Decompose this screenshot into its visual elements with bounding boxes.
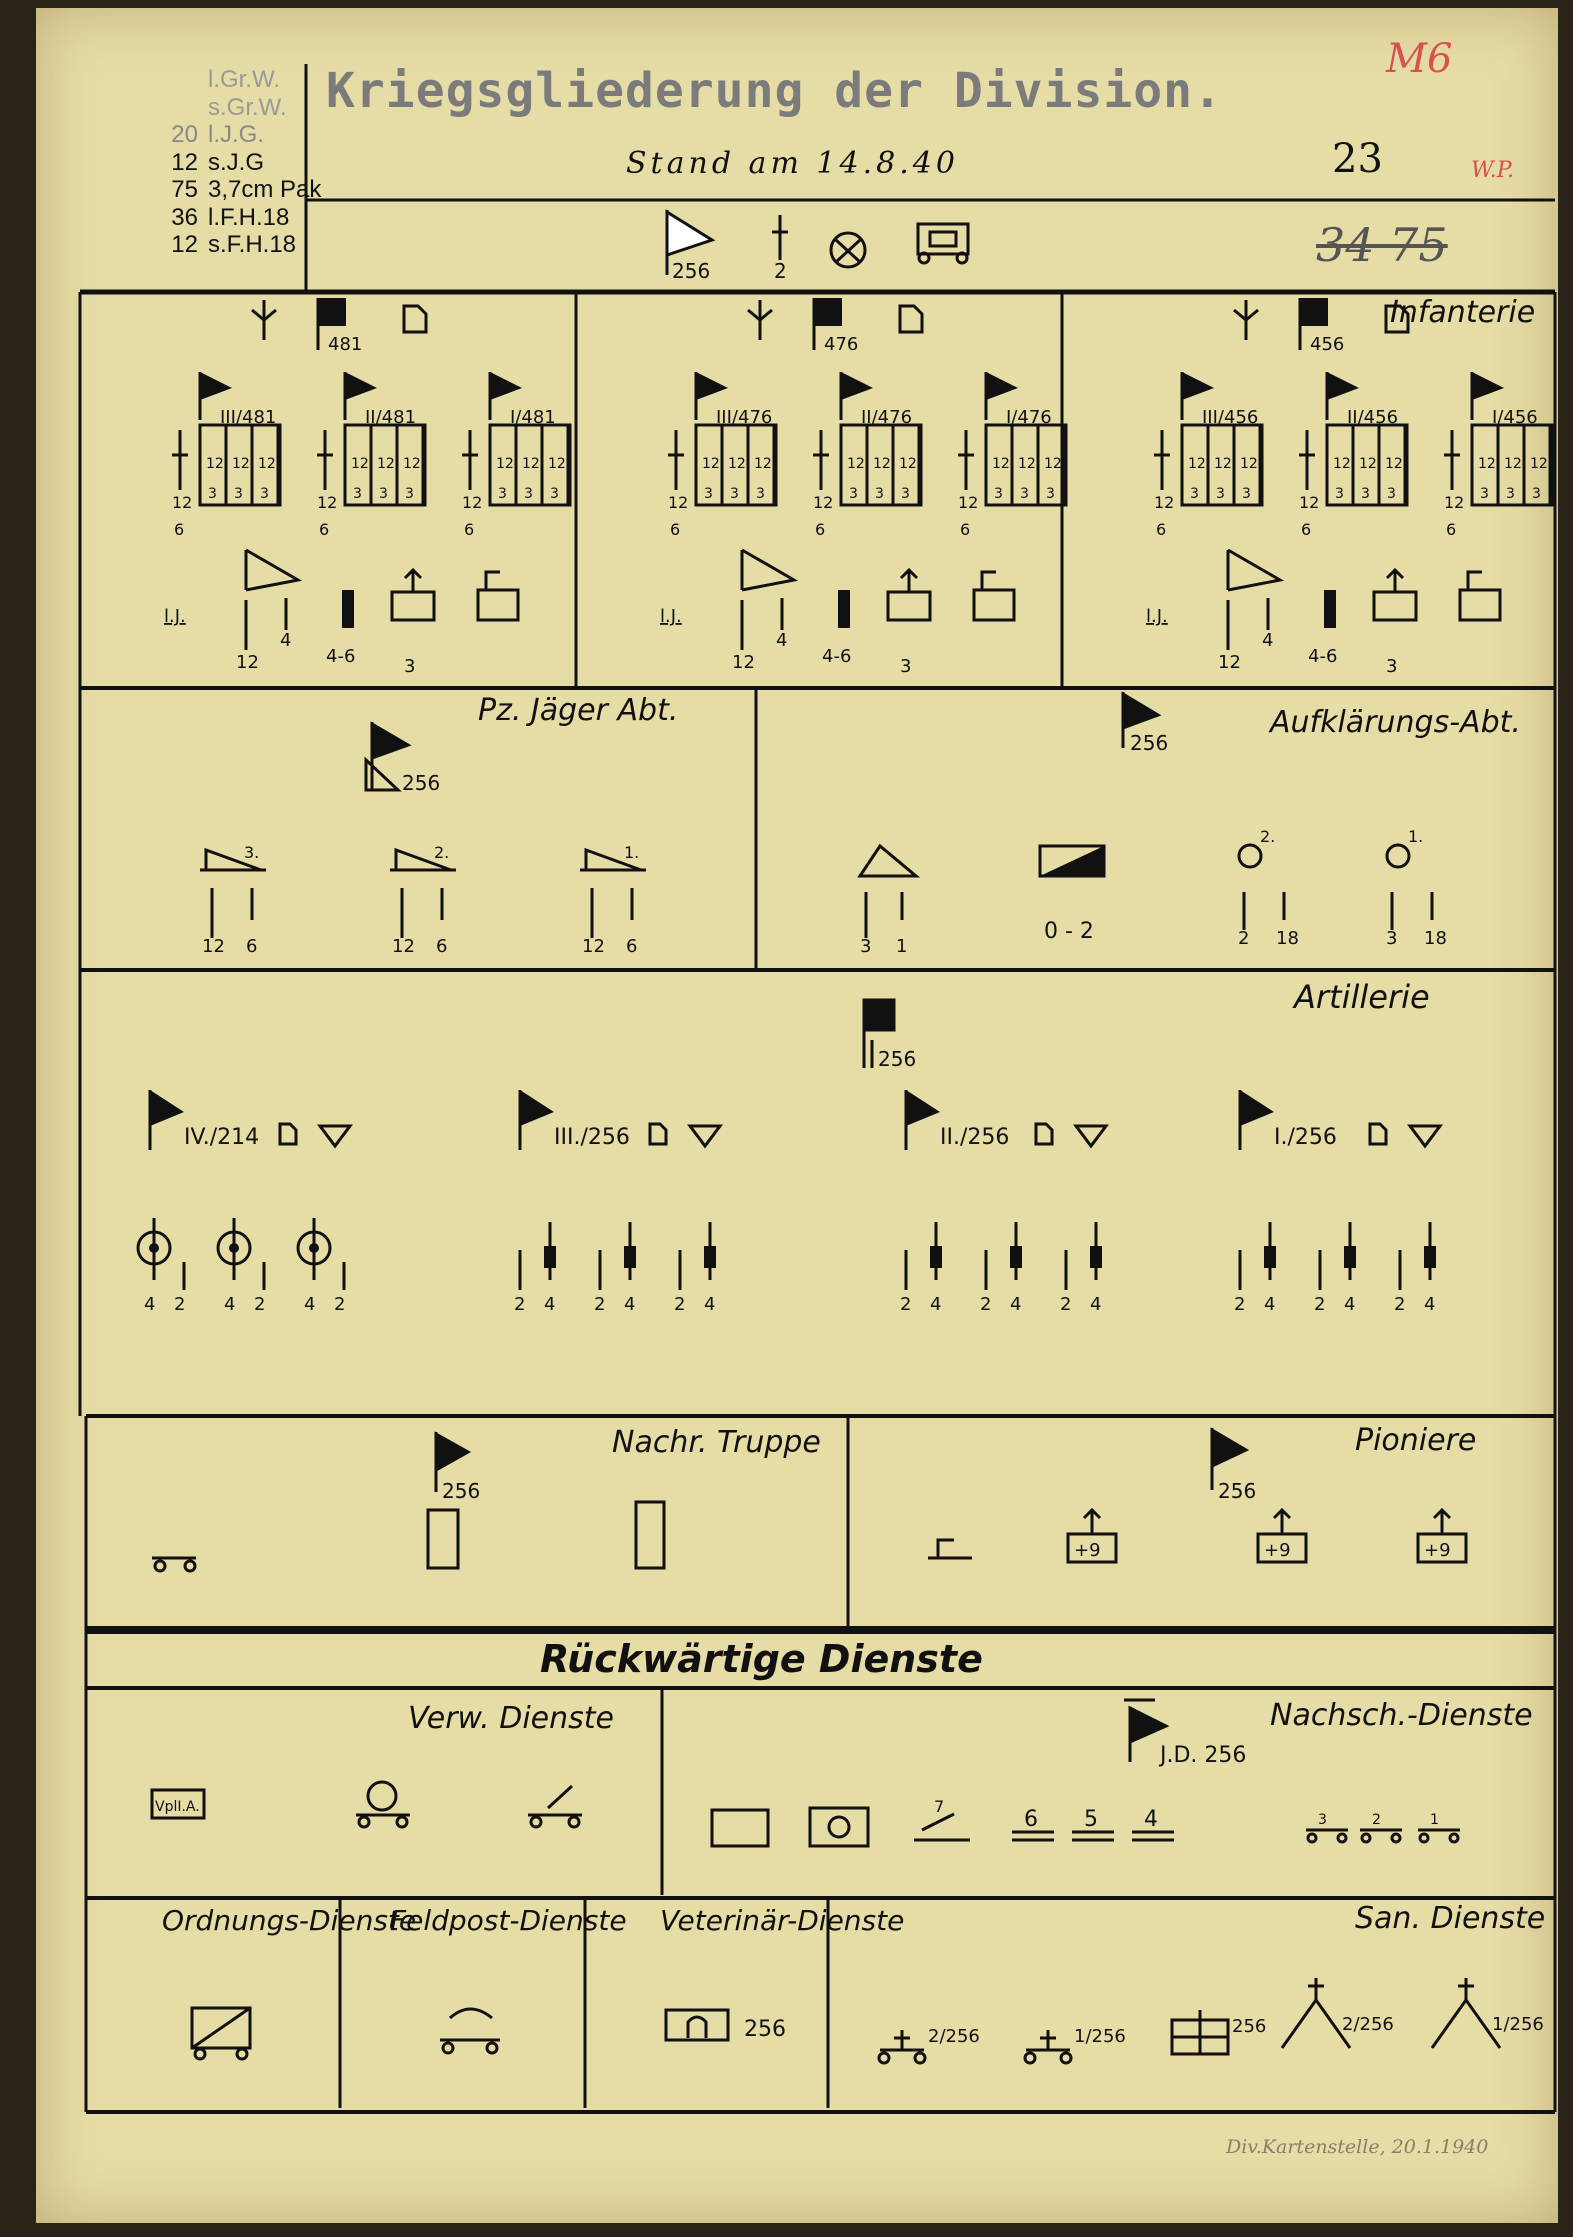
strength-row: 20 l.J.G.	[171, 121, 265, 148]
supply-column-icon	[392, 592, 434, 620]
battery-count-a: 2	[674, 1294, 686, 1315]
field-hospital-icon	[1282, 2000, 1350, 2048]
strength-row: 36 l.F.H.18	[171, 203, 290, 231]
panzerjaeger-company-3	[200, 843, 266, 957]
artillery-battalion-2	[514, 1090, 720, 1315]
supply-column-3	[1306, 1812, 1348, 1842]
medical-unit-label: 1/256	[1074, 2026, 1126, 2047]
company-mg-count: 12	[1018, 456, 1036, 472]
pak-icon	[838, 590, 850, 628]
battery-count-a: 2	[1234, 1294, 1246, 1315]
battalion-label: II./256	[940, 1125, 1010, 1150]
column-number-label: 6	[1024, 1807, 1038, 1832]
rear-services-title: Rückwärtige Dienste	[540, 1637, 983, 1681]
pak-icon	[342, 590, 354, 628]
company-mg-count: 12	[1044, 456, 1062, 472]
mg-count-label: 12	[1154, 493, 1175, 512]
company-mg-count: 12	[206, 456, 224, 472]
company-mortar-count: 3	[1190, 486, 1199, 502]
column-count-label: 3	[900, 656, 912, 677]
heavy-ig-count: 4	[1262, 630, 1274, 651]
company-mg-count: 12	[1240, 456, 1258, 472]
panzerjaeger-company-2	[390, 843, 456, 957]
supply-truck-icon	[712, 1810, 768, 1846]
battery-count-a: 4	[224, 1294, 236, 1315]
company-mg-count: 12	[899, 456, 917, 472]
artillery-regiment-label: 256	[878, 1047, 917, 1071]
infantry-gun-icon	[246, 550, 298, 590]
company-mortar-count: 3	[1046, 486, 1055, 502]
strength-row: 12 s.F.H.18	[171, 231, 297, 258]
pioneers-companies	[928, 1510, 1466, 1562]
mortar-count-label: 6	[464, 520, 475, 539]
mg-count-label: 12	[1299, 493, 1320, 512]
strength-row: 12 s.J.G	[171, 148, 265, 176]
company-mortar-count: 3	[260, 486, 269, 502]
recon-title: Aufklärungs-Abt.	[1270, 705, 1521, 740]
company-mortar-count: 3	[1387, 486, 1396, 502]
hq-count-label: 2	[774, 259, 787, 283]
company-mg-count: 12	[1385, 456, 1403, 472]
company-mg-count: 12	[1188, 456, 1206, 472]
battery-count-b: 4	[1010, 1294, 1022, 1315]
stand-date: Stand am 14.8.40	[626, 146, 959, 181]
recon-hq-label: 256	[1130, 731, 1169, 755]
supply-column-4	[1132, 1807, 1174, 1840]
battalion-label: II/476	[861, 407, 913, 428]
regiment-hq-flag-icon	[814, 298, 842, 326]
company-mortar-count: 3	[1361, 486, 1370, 502]
company-label: 2.	[434, 843, 450, 862]
company-count-b: 6	[436, 936, 448, 957]
battalion-label: III/481	[220, 407, 277, 428]
battalion-label: I/456	[1492, 407, 1538, 428]
column-number-label: 5	[1084, 1807, 1098, 1832]
company-mg-count: 12	[992, 456, 1010, 472]
battery-count-a: 2	[594, 1294, 606, 1315]
mortar-count-label: 6	[174, 520, 185, 539]
battalion-II-456	[1299, 372, 1407, 539]
unit-count-a: 3	[860, 936, 872, 957]
infantry-panels	[164, 298, 1552, 677]
medical-unit-label: 1/256	[1492, 2014, 1544, 2035]
regiment-number-label: 476	[824, 334, 859, 355]
company-count-a: 12	[582, 936, 605, 957]
battery-count-b: 4	[1264, 1294, 1276, 1315]
veterinaer-icon	[666, 2010, 728, 2040]
company-mortar-count: 3	[901, 486, 910, 502]
battalion-flag-icon	[1327, 372, 1359, 400]
battery-count-a: 2	[1060, 1294, 1072, 1315]
light-infantry-label: l.J.	[164, 606, 186, 627]
map-office-stamp: Div.Kartenstelle, 20.1.1940	[1226, 2136, 1489, 2158]
supply-column-icon	[1374, 592, 1416, 620]
pak-count-label: 4-6	[326, 646, 356, 667]
observation-icon	[320, 1126, 350, 1146]
vehicle-icon	[650, 1124, 666, 1144]
panzerjaeger-company-1	[580, 843, 646, 957]
company-label: 1.	[624, 843, 640, 862]
artillery-battalion-4	[1234, 1090, 1440, 1315]
battalion-I-476	[958, 372, 1066, 539]
medical-unit-2	[1025, 2026, 1126, 2063]
company-mg-count: 12	[351, 456, 369, 472]
company-mortar-count: 3	[756, 486, 765, 502]
mortar-count-label: 6	[670, 520, 681, 539]
battalion-label: II/481	[365, 407, 417, 428]
pioneer-company-label: +9	[1264, 1540, 1291, 1561]
company-mg-count: 12	[1504, 456, 1522, 472]
vehicle-icon	[280, 1124, 296, 1144]
signals-company-icon	[152, 1502, 664, 1571]
vehicle-icon	[918, 224, 968, 263]
company-mg-count: 12	[728, 456, 746, 472]
battery-count-a: 2	[514, 1294, 526, 1315]
battery-count-b: 4	[930, 1294, 942, 1315]
veterinaer-label: 256	[744, 2017, 786, 2042]
red-mark-top: M6	[1386, 36, 1453, 82]
unit-count-b: 18	[1276, 928, 1299, 949]
verw-vehicle-icons	[356, 1782, 582, 1827]
company-mg-count: 12	[522, 456, 540, 472]
pak-icon	[1324, 590, 1336, 628]
column-7-label: 7	[934, 1797, 945, 1816]
medical-unit-5	[1432, 1978, 1544, 2048]
company-count-b: 6	[626, 936, 638, 957]
feldpost-title: Feldpost-Dienste	[390, 1904, 627, 1937]
infantry-regiment-476	[660, 298, 1066, 677]
company-mortar-count: 3	[849, 486, 858, 502]
vehicle-icon	[900, 306, 922, 332]
supply-column-6	[1012, 1807, 1054, 1840]
infantry-regiment-456	[1146, 298, 1552, 677]
column-number-label: 3	[1318, 1812, 1327, 1828]
mortar-count-label: 6	[960, 520, 971, 539]
medical-unit-1	[879, 2026, 980, 2063]
company-label: 1.	[1408, 827, 1424, 846]
fuel-column-icon	[810, 1808, 868, 1846]
infantry-gun-icon	[1228, 550, 1280, 590]
battalion-III-456	[1154, 372, 1262, 539]
battalion-II-481	[317, 372, 425, 539]
company-mg-count: 12	[377, 456, 395, 472]
vehicle-icon	[1370, 1124, 1386, 1144]
pioneer-company-label: +9	[1074, 1540, 1101, 1561]
cyclist-company-icon	[1239, 845, 1261, 867]
document-title: Kriegsgliederung der Division.	[326, 63, 1223, 119]
battalion-flag-icon	[345, 372, 377, 400]
battery-count-a: 2	[1314, 1294, 1326, 1315]
company-mortar-count: 3	[1506, 486, 1515, 502]
company-mg-count: 12	[1359, 456, 1377, 472]
infantry-column-icon	[1460, 590, 1500, 620]
signals-title: Nachr. Truppe	[612, 1425, 821, 1460]
recon-units	[860, 827, 1447, 957]
battalion-I-481	[462, 372, 570, 539]
medical-unit-label: 256	[1232, 2016, 1267, 2037]
battalion-II-476	[813, 372, 921, 539]
pak-count-label: 4-6	[1308, 646, 1338, 667]
mortar-count-label: 6	[1156, 520, 1167, 539]
battery-count-b: 4	[544, 1294, 556, 1315]
company-mg-count: 12	[847, 456, 865, 472]
battery-count-b: 4	[1344, 1294, 1356, 1315]
verw-label: VplI.A.	[155, 1799, 200, 1815]
supply-column-1	[1418, 1812, 1460, 1842]
pioneer-company-2	[1258, 1510, 1306, 1562]
recon-unit-2	[1040, 846, 1104, 944]
battalion-label: IV./214	[184, 1125, 260, 1150]
veterinaer-title: Veterinär-Dienste	[660, 1904, 905, 1937]
battalion-III-481	[172, 372, 280, 539]
light-ig-count: 12	[732, 652, 755, 673]
company-mortar-count: 3	[353, 486, 362, 502]
column-count-label: 3	[1386, 656, 1398, 677]
hq-number-label: 256	[672, 259, 711, 283]
pioneer-company-1	[1068, 1510, 1116, 1562]
company-mg-count: 12	[403, 456, 421, 472]
sanitaet-units	[879, 1978, 1544, 2063]
infantry-title: Infanterie	[1390, 295, 1536, 330]
company-count-b: 6	[246, 936, 258, 957]
unit-count-a: 3	[1386, 928, 1398, 949]
observation-icon	[690, 1126, 720, 1146]
company-mortar-count: 3	[379, 486, 388, 502]
battalion-flag-icon	[1472, 372, 1504, 400]
supply-column-5	[1072, 1807, 1114, 1840]
company-mortar-count: 3	[730, 486, 739, 502]
nachsch-columns	[712, 1797, 1460, 1846]
vehicle-icon	[1036, 1124, 1052, 1144]
regiment-number-label: 456	[1310, 334, 1345, 355]
medical-unit-label: 2/256	[928, 2026, 980, 2047]
battalion-label: III/476	[716, 407, 773, 428]
company-mg-count: 12	[1478, 456, 1496, 472]
company-mortar-count: 3	[1532, 486, 1541, 502]
company-mg-count: 12	[232, 456, 250, 472]
company-mg-count: 12	[496, 456, 514, 472]
trident-icon	[748, 300, 772, 340]
company-mortar-count: 3	[498, 486, 507, 502]
light-ig-count: 12	[236, 652, 259, 673]
battery-count-a: 2	[1394, 1294, 1406, 1315]
battalion-flag-icon	[986, 372, 1018, 400]
recon-unit-1	[860, 846, 916, 957]
organization-chart	[36, 8, 1558, 2223]
battalion-flag-icon	[1182, 372, 1214, 400]
infantry-regiment-481	[164, 298, 570, 677]
red-mark-side: W.P.	[1471, 158, 1515, 183]
medical-unit-3	[1172, 2010, 1266, 2054]
workshop-icon	[914, 1814, 970, 1840]
field-hospital-icon	[1432, 2000, 1500, 2048]
verw-title: Verw. Dienste	[408, 1701, 615, 1736]
mortar-count-label: 6	[1446, 520, 1457, 539]
page-number: 23	[1332, 136, 1383, 182]
medical-unit-label: 2/256	[1342, 2014, 1394, 2035]
company-mg-count: 12	[548, 456, 566, 472]
mortar-count-label: 6	[319, 520, 330, 539]
pak-count-label: 4-6	[822, 646, 852, 667]
company-mg-count: 12	[873, 456, 891, 472]
pioneer-column-icon	[928, 1540, 972, 1558]
company-mortar-count: 3	[1242, 486, 1251, 502]
battalion-I-456	[1444, 372, 1552, 539]
pioneer-company-label: +9	[1424, 1540, 1451, 1561]
company-mortar-count: 3	[208, 486, 217, 502]
pioneers-hq-label: 256	[1218, 1479, 1257, 1503]
battalion-III-476	[668, 372, 776, 539]
infantry-gun-icon	[742, 550, 794, 590]
mg-count-label: 12	[462, 493, 483, 512]
heavy-ig-count: 4	[776, 630, 788, 651]
battery-count-b: 2	[174, 1294, 186, 1315]
nachsch-title: Nachsch.-Dienste	[1270, 1698, 1533, 1733]
pioneer-company-3	[1418, 1510, 1466, 1562]
company-mortar-count: 3	[1335, 486, 1344, 502]
panzerjaeger-companies	[200, 843, 646, 957]
company-count-a: 12	[202, 936, 225, 957]
artillery-battalions	[138, 1090, 1440, 1315]
battery-count-a: 4	[304, 1294, 316, 1315]
column-number-label: 4	[1144, 1807, 1158, 1832]
recon-unit-3	[1238, 827, 1299, 949]
light-infantry-label: l.J.	[660, 606, 682, 627]
battery-count-b: 4	[624, 1294, 636, 1315]
company-mg-count: 12	[1333, 456, 1351, 472]
company-mg-count: 12	[258, 456, 276, 472]
company-mg-count: 12	[754, 456, 772, 472]
battalion-label: III/456	[1202, 407, 1259, 428]
unit-count-a: 2	[1238, 928, 1250, 949]
company-mortar-count: 3	[1020, 486, 1029, 502]
signal-post-icon	[772, 215, 788, 260]
company-mortar-count: 3	[524, 486, 533, 502]
strength-row: s.Gr.W.	[208, 93, 287, 121]
battalion-label: I/476	[1006, 407, 1052, 428]
light-infantry-label: l.J.	[1146, 606, 1168, 627]
archive-number: 34 75	[1316, 218, 1448, 272]
sanitaet-title: San. Dienste	[1355, 1901, 1546, 1936]
battalion-flag-icon	[200, 372, 232, 400]
battery-count-a: 4	[144, 1294, 156, 1315]
battalion-label: III./256	[554, 1125, 630, 1150]
cyclist-company-icon	[1387, 845, 1409, 867]
mg-count-label: 12	[1444, 493, 1465, 512]
mg-count-label: 12	[172, 493, 193, 512]
mg-count-label: 12	[813, 493, 834, 512]
company-mortar-count: 3	[875, 486, 884, 502]
unit-count-label: 0 - 2	[1044, 919, 1094, 944]
motorcycle-icon	[831, 233, 865, 267]
company-mortar-count: 3	[550, 486, 559, 502]
company-mg-count: 12	[1530, 456, 1548, 472]
regiment-number-label: 481	[328, 334, 363, 355]
recon-unit-4	[1386, 827, 1447, 949]
battery-count-b: 2	[334, 1294, 346, 1315]
battery-count-b: 4	[1424, 1294, 1436, 1315]
regiment-hq-flag-icon	[1300, 298, 1328, 326]
battalion-label: I./256	[1274, 1125, 1337, 1150]
battalion-flag-icon	[696, 372, 728, 400]
company-label: 3.	[244, 843, 260, 862]
company-mortar-count: 3	[1216, 486, 1225, 502]
supply-column-2	[1360, 1812, 1402, 1842]
company-mortar-count: 3	[994, 486, 1003, 502]
artillery-title: Artillerie	[1294, 978, 1430, 1016]
mortar-count-label: 6	[1301, 520, 1312, 539]
battalion-label: I/481	[510, 407, 556, 428]
strength-row: l.Gr.W.	[208, 66, 280, 93]
pioneers-title: Pioniere	[1355, 1423, 1477, 1458]
trident-icon	[1234, 300, 1258, 340]
company-mg-count: 12	[702, 456, 720, 472]
mg-count-label: 12	[958, 493, 979, 512]
cavalry-icon	[860, 846, 916, 876]
observation-icon	[1410, 1126, 1440, 1146]
supply-column-icon	[888, 592, 930, 620]
unit-count-b: 18	[1424, 928, 1447, 949]
battery-count-b: 4	[704, 1294, 716, 1315]
battery-count-a: 2	[980, 1294, 992, 1315]
battalion-flag-icon	[841, 372, 873, 400]
panzerjaeger-title: Pz. Jäger Abt.	[478, 693, 679, 728]
infantry-column-icon	[478, 590, 518, 620]
panzerjaeger-hq-label: 256	[402, 771, 441, 795]
feldpost-vehicle-icon	[440, 2009, 500, 2053]
document-sheet	[36, 8, 1558, 2223]
company-mortar-count: 3	[1480, 486, 1489, 502]
mg-count-label: 12	[317, 493, 338, 512]
vehicle-icon	[404, 306, 426, 332]
infantry-column-icon	[974, 590, 1014, 620]
unit-count-b: 1	[896, 936, 908, 957]
nachsch-hq-label: J.D. 256	[1160, 1743, 1247, 1768]
column-number-label: 1	[1430, 1812, 1439, 1828]
ordnung-vehicle-icon	[192, 2008, 250, 2059]
battalion-label: II/456	[1347, 407, 1399, 428]
mortar-count-label: 6	[815, 520, 826, 539]
artillery-battalion-3	[900, 1090, 1106, 1315]
battery-count-a: 2	[900, 1294, 912, 1315]
column-count-label: 3	[404, 656, 416, 677]
column-number-label: 2	[1372, 1812, 1381, 1828]
company-mortar-count: 3	[704, 486, 713, 502]
heavy-ig-count: 4	[280, 630, 292, 651]
mg-count-label: 12	[668, 493, 689, 512]
company-mortar-count: 3	[405, 486, 414, 502]
company-mg-count: 12	[1214, 456, 1232, 472]
company-mortar-count: 3	[234, 486, 243, 502]
medical-unit-4	[1282, 1978, 1394, 2048]
battery-count-b: 2	[254, 1294, 266, 1315]
company-label: 2.	[1260, 827, 1276, 846]
trident-icon	[252, 300, 276, 340]
company-count-a: 12	[392, 936, 415, 957]
battery-count-b: 4	[1090, 1294, 1102, 1315]
light-ig-count: 12	[1218, 652, 1241, 673]
regiment-hq-flag-icon	[318, 298, 346, 326]
battalion-flag-icon	[490, 372, 522, 400]
strength-row: 75 3,7cm Pak	[171, 176, 322, 203]
artillery-battalion-1	[138, 1090, 350, 1315]
signals-hq-label: 256	[442, 1479, 481, 1503]
ordnung-title: Ordnungs-Dienste	[162, 1904, 417, 1937]
observation-icon	[1076, 1126, 1106, 1146]
